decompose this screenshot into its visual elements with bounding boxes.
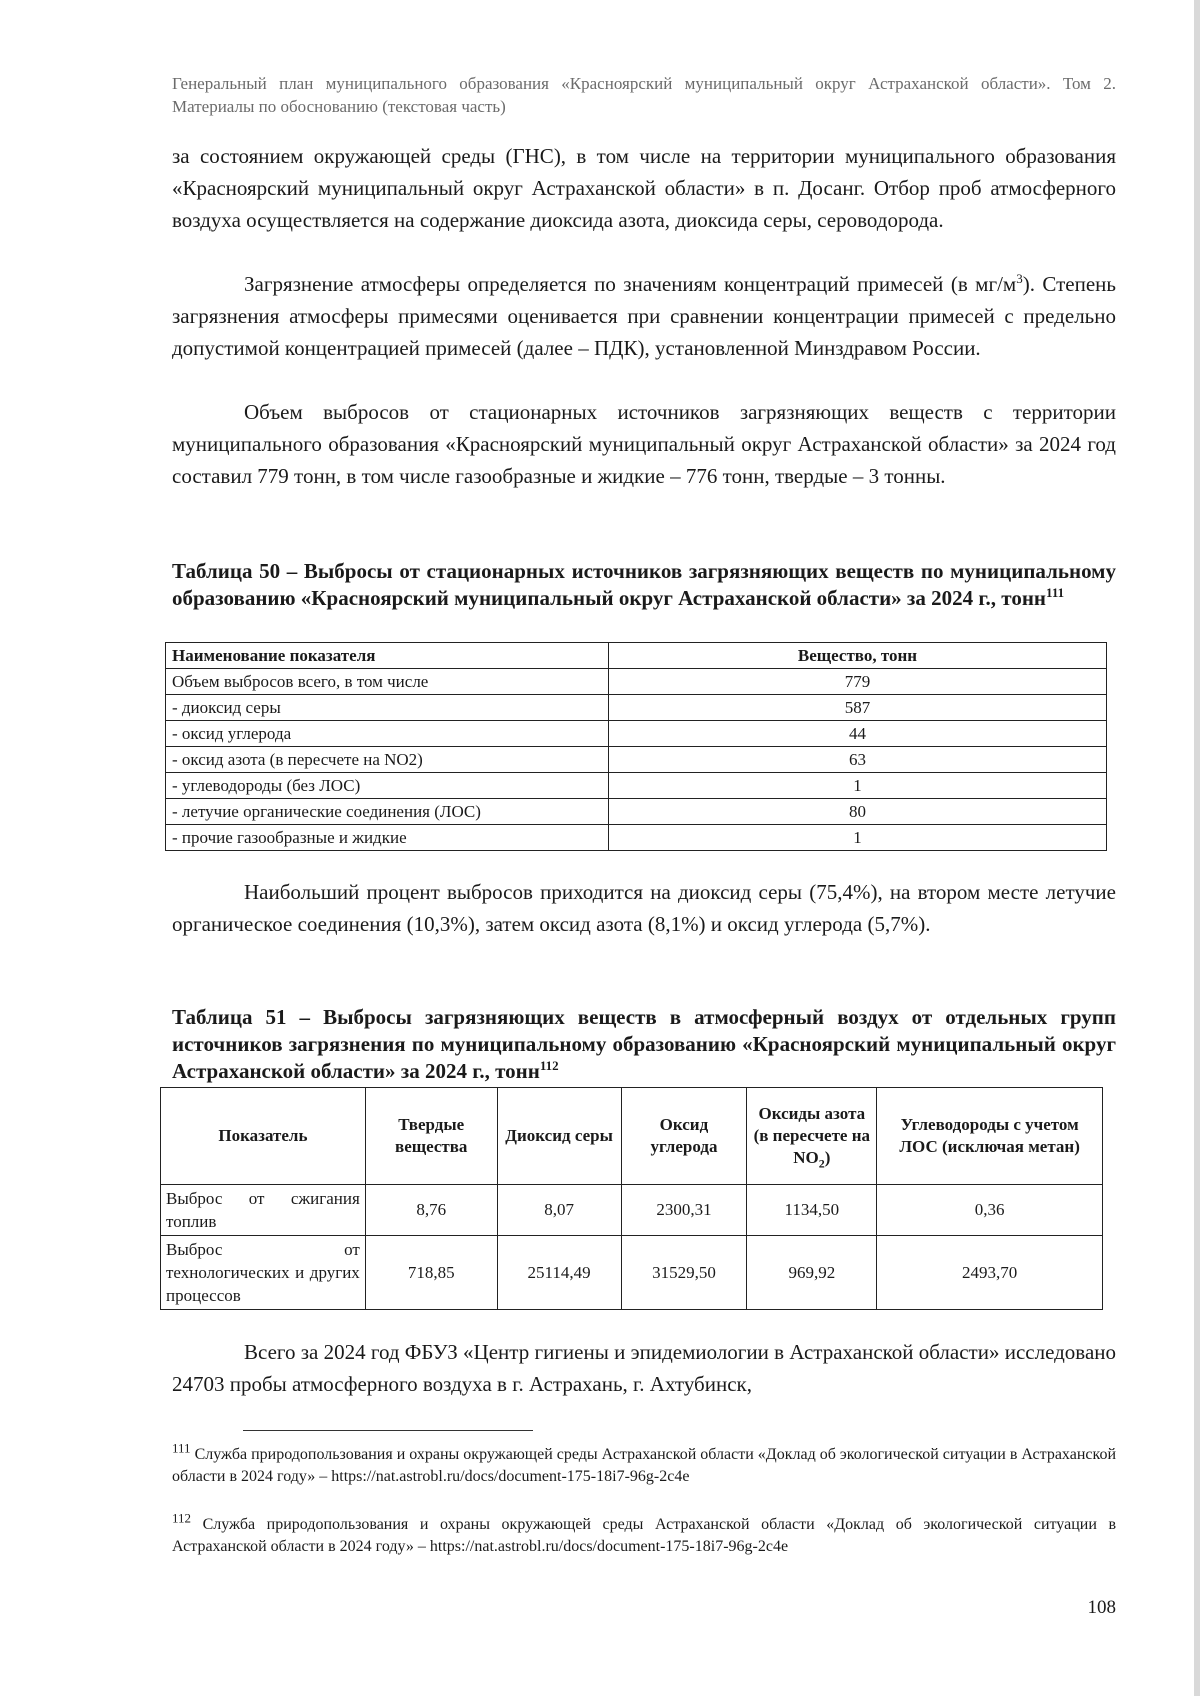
table-51	[160, 1087, 1103, 1310]
table51-cell-value: 718,85	[365, 1236, 497, 1310]
paragraph-pollution-part1: Загрязнение атмосферы определяется по значениям концентраций примесей (в мг/м	[244, 272, 1017, 296]
table51-cell-value: 969,92	[747, 1236, 877, 1310]
table50-cell-name: - углеводороды (без ЛОС)	[166, 773, 609, 799]
paragraph-air-samples: Всего за 2024 год ФБУЗ «Центр гигиены и эпидемиологии в Астраханской области» исследовано 24703 пробы атмосферного воздуха в г. Астрахань, г. Ахтубинск,	[172, 1340, 1116, 1396]
table51-header-sulfur-dioxide: Диоксид серы	[497, 1088, 621, 1185]
footnote-112	[172, 1510, 1117, 1558]
table50-cell-value: 80	[609, 799, 1107, 825]
paragraph-emission-share: Наибольший процент выбросов приходится на диоксид серы (75,4%), на втором месте летучие органическое соединения (10,3%), затем оксид азота (8,1%) и оксид углерода (5,7%).	[172, 880, 1116, 936]
table50-cell-value: 1	[609, 773, 1107, 799]
table-50	[165, 642, 1107, 851]
table50-cell-name: - диоксид серы	[166, 695, 609, 721]
table51-cell-label: Выброс от технологических и других процессов	[161, 1236, 366, 1310]
footnote-111	[172, 1440, 1117, 1488]
table50-cell-name: - прочие газообразные и жидкие	[166, 825, 609, 851]
table50-cell-value: 779	[609, 669, 1107, 695]
table51-cell-value: 2300,31	[621, 1185, 747, 1236]
paragraph-pollution-definition	[172, 268, 1116, 364]
paragraph-emission-volume: Объем выбросов от стационарных источников загрязняющих веществ с территории муниципального образования «Красноярский муниципальный округ Астраханской области» за 2024 год составил 779 тонн, в том числе газообразные и жидкие – 776 тонн, твердые – 3 тонны.	[172, 400, 1116, 488]
table51-header-nitrogen-close: )	[824, 1148, 831, 1167]
table50-cell-name: Объем выбросов всего, в том числе	[166, 669, 609, 695]
table50-cell-value: 44	[609, 721, 1107, 747]
running-header: Генеральный план муниципального образования «Красноярский муниципальный округ Астраханской области». Том 2. Материалы по обоснованию (текстовая часть)	[172, 74, 1116, 116]
footnote-separator	[243, 1430, 533, 1431]
footnote-number: 112	[172, 1510, 192, 1526]
table-row	[166, 747, 1107, 773]
table51-cell-value: 8,07	[497, 1185, 621, 1236]
table50-cell-name: - оксид углерода	[166, 721, 609, 747]
table50-cell-name: - летучие органические соединения (ЛОС)	[166, 799, 609, 825]
paragraph-monitoring: за состоянием окружающей среды (ГНС), в том числе на территории муниципального образования «Красноярский муниципальный округ Астраханской области» в п. Досанг. Отбор проб атмосферного воздуха осуществляется на содержание диоксида азота, диоксида серы, сероводорода.	[172, 144, 1116, 232]
table-row	[166, 721, 1107, 747]
table-row	[161, 1185, 1103, 1236]
table51-footnote-ref: 112	[539, 1058, 559, 1073]
table50-header-indicator: Наименование показателя	[166, 643, 609, 669]
table51-caption	[172, 1004, 1116, 1085]
table51-header-solids: Твердые вещества	[365, 1088, 497, 1185]
footnote-text: Служба природопользования и охраны окружающей среды Астраханской области «Доклад об экологической ситуации в Астраханской области в 2024 году» – https://nat.astrobl.ru/docs/document-175-18i7-96g-2c4e	[172, 1516, 1117, 1555]
table51-cell-value: 2493,70	[877, 1236, 1103, 1310]
table50-cell-value: 63	[609, 747, 1107, 773]
table-row	[166, 825, 1107, 851]
table51-header-nitrogen-text: Оксиды азота (в пересчете на NO	[753, 1104, 871, 1167]
table50-cell-value: 1	[609, 825, 1107, 851]
paragraph-pollution-part2: ). Степень загрязнения атмосферы примесями оценивается при сравнении концентрации примесей с предельно допустимой концентрацией примесей (далее – ПДК), установленной Минздравом России.	[172, 272, 1116, 360]
table50-footnote-ref: 111	[1046, 585, 1065, 600]
table50-caption-text: Таблица 50 – Выбросы от стационарных источников загрязняющих веществ по муниципальному образованию «Красноярский муниципальный округ Астраханской области» за 2024 г., тонн	[172, 559, 1116, 610]
cubic-superscript: 3	[1016, 271, 1023, 286]
table51-header-hydrocarbons: Углеводороды с учетом ЛОС (исключая метан)	[877, 1088, 1103, 1185]
table50-cell-name: - оксид азота (в пересчете на NO2)	[166, 747, 609, 773]
table-row	[166, 773, 1107, 799]
table50-cell-value: 587	[609, 695, 1107, 721]
footnote-text: Служба природопользования и охраны окружающей среды Астраханской области «Доклад об экологической ситуации в Астраханской области в 2024 году» – https://nat.astrobl.ru/docs/document-175-18i7-96g-2c4e	[172, 1446, 1117, 1485]
table51-header-indicator: Показатель	[161, 1088, 366, 1185]
table-row	[166, 799, 1107, 825]
table51-caption-text: Таблица 51 – Выбросы загрязняющих веществ в атмосферный воздух от отдельных групп источников загрязнения по муниципальному образованию «Красноярский муниципальный округ Астраханской области» за 2024 г., тонн	[172, 1005, 1116, 1083]
page-number: 108	[1087, 1597, 1116, 1618]
table51-cell-value: 8,76	[365, 1185, 497, 1236]
no2-subscript: 2	[818, 1156, 825, 1171]
table51-cell-value: 25114,49	[497, 1236, 621, 1310]
table51-cell-label: Выброс от сжигания топлив	[161, 1185, 366, 1236]
table-header-row	[166, 643, 1107, 669]
table50-header-substance: Вещество, тонн	[609, 643, 1107, 669]
footnote-number: 111	[172, 1440, 191, 1456]
table-header-row	[161, 1088, 1103, 1185]
table51-cell-value: 31529,50	[621, 1236, 747, 1310]
table50-caption	[172, 558, 1116, 612]
table-row	[166, 695, 1107, 721]
page-edge-shadow	[1194, 0, 1200, 1696]
table-row	[161, 1236, 1103, 1310]
table51-cell-value: 1134,50	[747, 1185, 877, 1236]
table51-header-carbon-oxide: Оксид углерода	[621, 1088, 747, 1185]
table51-header-nitrogen-oxides	[747, 1088, 877, 1185]
table51-cell-value: 0,36	[877, 1185, 1103, 1236]
table-row	[166, 669, 1107, 695]
